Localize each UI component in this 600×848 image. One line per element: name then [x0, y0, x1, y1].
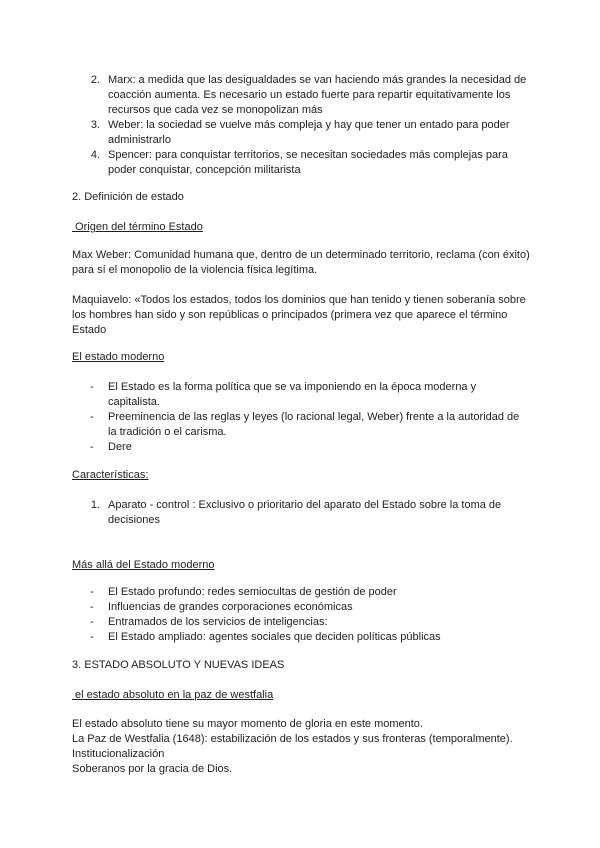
list-number: 3.: [90, 119, 100, 131]
list-number: 1.: [90, 499, 100, 511]
list-item-spencer: Spencer: para conquistar territorios, se necesitan sociedades más complejas para poder conquistar, concepción militarista: [108, 149, 508, 176]
westfalia-line: El estado absoluto tiene su mayor momento de gloria en este momento.: [72, 718, 423, 730]
origen-heading: Origen del término Estado: [72, 221, 203, 233]
list-item-aparato: Aparato - control : Exclusivo o prioritario del aparato del Estado sobre la toma de decisiones: [108, 499, 502, 526]
maquiavelo-paragraph: Maquiavelo: «Todos los estados, todos los dominios que han tenido y tienen soberanía sobre los hombres han sido y son repúblicas o principados (primera vez que aparece el término Estado: [72, 294, 526, 336]
bullet-marker: -: [90, 586, 94, 598]
bullet-marker: -: [90, 381, 94, 393]
westfalia-heading: el estado absoluto en la paz de westfalia: [72, 689, 274, 701]
westfalia-line: Institucionalización: [72, 748, 165, 760]
bullet-marker: -: [90, 441, 94, 453]
westfalia-line: La Paz de Westfalia (1648): estabilización de los estados y sus fronteras (temporalmente).: [72, 733, 513, 745]
estado-moderno-heading: El estado moderno: [72, 351, 165, 363]
list-item-weber: Weber: la sociedad se vuelve más compleja y hay que tener un entado para poder administrarlo: [108, 119, 510, 146]
bullet-marker: -: [90, 411, 94, 423]
bullet-item: Dere: [108, 441, 132, 453]
westfalia-line: Soberanos por la gracia de Dios.: [72, 763, 233, 775]
bullet-item: El Estado es la forma política que se va imponiendo en la época moderna y capitalista.: [108, 381, 477, 408]
section-2-title: 2. Definición de estado: [72, 191, 184, 203]
bullet-item: El Estado ampliado: agentes sociales que deciden políticas públicas: [108, 631, 441, 643]
weber-paragraph: Max Weber: Comunidad humana que, dentro de un determinado territorio, reclama (con éxito) para sí el monopolio de la violencia física legítima.: [72, 249, 530, 276]
list-item-marx: Marx: a medida que las desigualdades se van haciendo más grandes la necesidad de coacción aumenta. Es necesario un estado fuerte para repartir equitativamente los recursos que cada vez se monopolizan más: [108, 74, 527, 116]
mas-alla-heading: Más allá del Estado moderno: [72, 559, 215, 571]
bullet-item: Influencias de grandes corporaciones económicas: [108, 601, 353, 613]
bullet-item: El Estado profundo: redes semiocultas de gestión de poder: [108, 586, 397, 598]
caracteristicas-heading: Características:: [72, 469, 149, 481]
bullet-item: Preeminencia de las reglas y leyes (lo racional legal, Weber) frente a la autoridad de la tradición o el carisma.: [108, 411, 520, 438]
list-number: 2.: [90, 74, 100, 86]
list-number: 4.: [90, 149, 100, 161]
bullet-marker: -: [90, 631, 94, 643]
bullet-marker: -: [90, 601, 94, 613]
section-3-title: 3. ESTADO ABSOLUTO Y NUEVAS IDEAS: [72, 659, 285, 671]
bullet-marker: -: [90, 616, 94, 628]
bullet-item: Entramados de los servicios de inteligencias:: [108, 616, 328, 628]
